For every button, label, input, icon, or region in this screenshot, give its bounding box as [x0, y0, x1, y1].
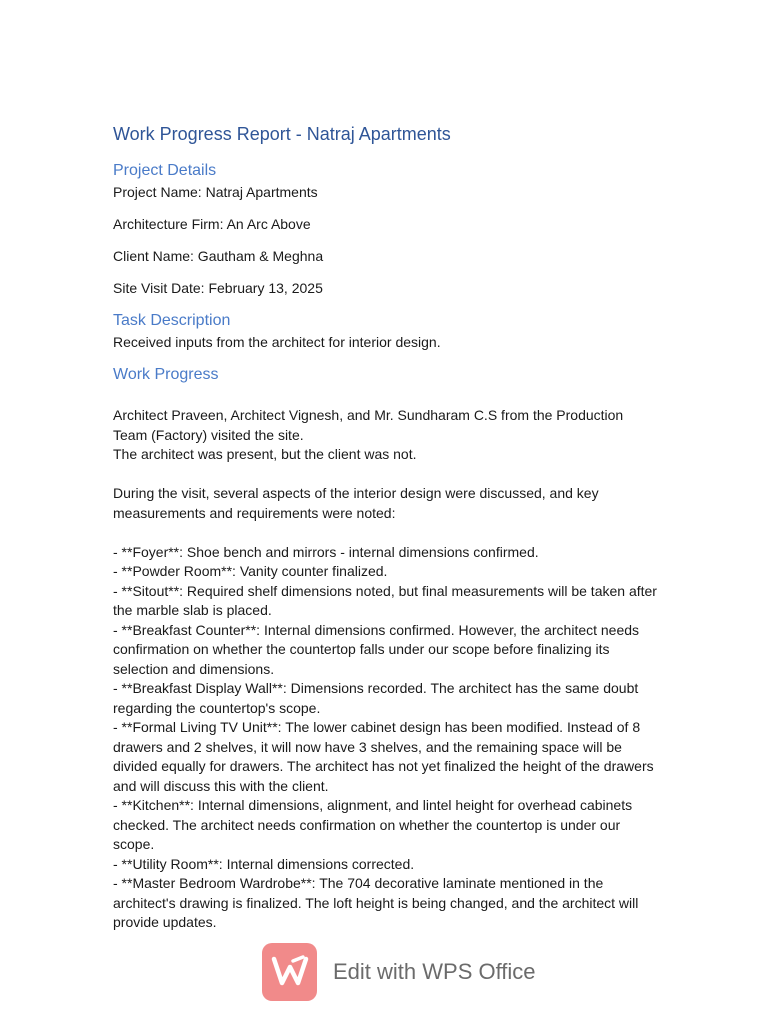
client-name-field: Client Name: Gautham & Meghna — [113, 248, 324, 264]
wps-watermark-label: Edit with WPS Office — [333, 959, 536, 984]
work-progress-line: - **Breakfast Display Wall**: Dimensions recorded. The architect has the same doubt regarding the countertop's scope. — [113, 680, 639, 716]
work-progress-line: - **Breakfast Counter**: Internal dimensions confirmed. However, the architect needs confirmation on whether the countertop falls under our scope before finalizing its selection and dimensions. — [113, 621, 640, 677]
work-progress-line: - **Sitout**: Required shelf dimensions noted, but final measurements will be taken after the marble slab is placed. — [113, 582, 657, 618]
work-progress-line: - **Powder Room**: Vanity counter finalized. — [113, 563, 388, 579]
work-progress-line: - **Kitchen**: Internal dimensions, alignment, and lintel height for overhead cabinets checked. The architect needs confirmation on whether the countertop is under our scope. — [113, 797, 633, 852]
work-progress-line: - **Utility Room**: Internal dimensions corrected. — [113, 855, 415, 872]
work-progress-line: During the visit, several aspects of the interior design were discussed, and key measurements and requirements were noted: — [113, 485, 599, 521]
task-description-text: Received inputs from the architect for interior design. — [113, 334, 441, 350]
project-name-field: Project Name: Natraj Apartments — [113, 184, 318, 200]
work-progress-line: - **Foyer**: Shoe bench and mirrors - internal dimensions confirmed. — [113, 543, 539, 560]
task-description-heading: Task Description — [113, 312, 231, 329]
work-progress-heading: Work Progress — [113, 366, 219, 383]
work-progress-body — [113, 406, 658, 933]
document-title: Work Progress Report - Natraj Apartments — [113, 124, 451, 144]
architecture-firm-field: Architecture Firm: An Arc Above — [113, 216, 311, 232]
work-progress-line: - **Formal Living TV Unit**: The lower cabinet design has been modified. Instead of 8 drawers and 2 shelves, it will now have 3 shelves, and the remaining space will be divided equally for drawers. The architect has not yet finalized the height of the drawers and will discuss this with the client. — [113, 719, 654, 794]
site-visit-date-field: Site Visit Date: February 13, 2025 — [113, 280, 323, 296]
project-details-heading: Project Details — [113, 162, 217, 179]
document-page — [113, 122, 658, 933]
work-progress-line: - **Master Bedroom Wardrobe**: The 704 decorative laminate mentioned in the architect's drawing is finalized. The loft height is being changed, and the architect will provide updates. — [113, 875, 639, 930]
wps-watermark[interactable] — [262, 943, 536, 1001]
blank-line — [113, 523, 658, 543]
work-progress-line: The architect was present, but the client was not. — [113, 446, 417, 462]
blank-line — [113, 465, 658, 485]
wps-logo-icon — [262, 943, 317, 1001]
work-progress-line: Architect Praveen, Architect Vignesh, and Mr. Sundharam C.S from the Production Team (Factory) visited the site. — [113, 407, 624, 443]
